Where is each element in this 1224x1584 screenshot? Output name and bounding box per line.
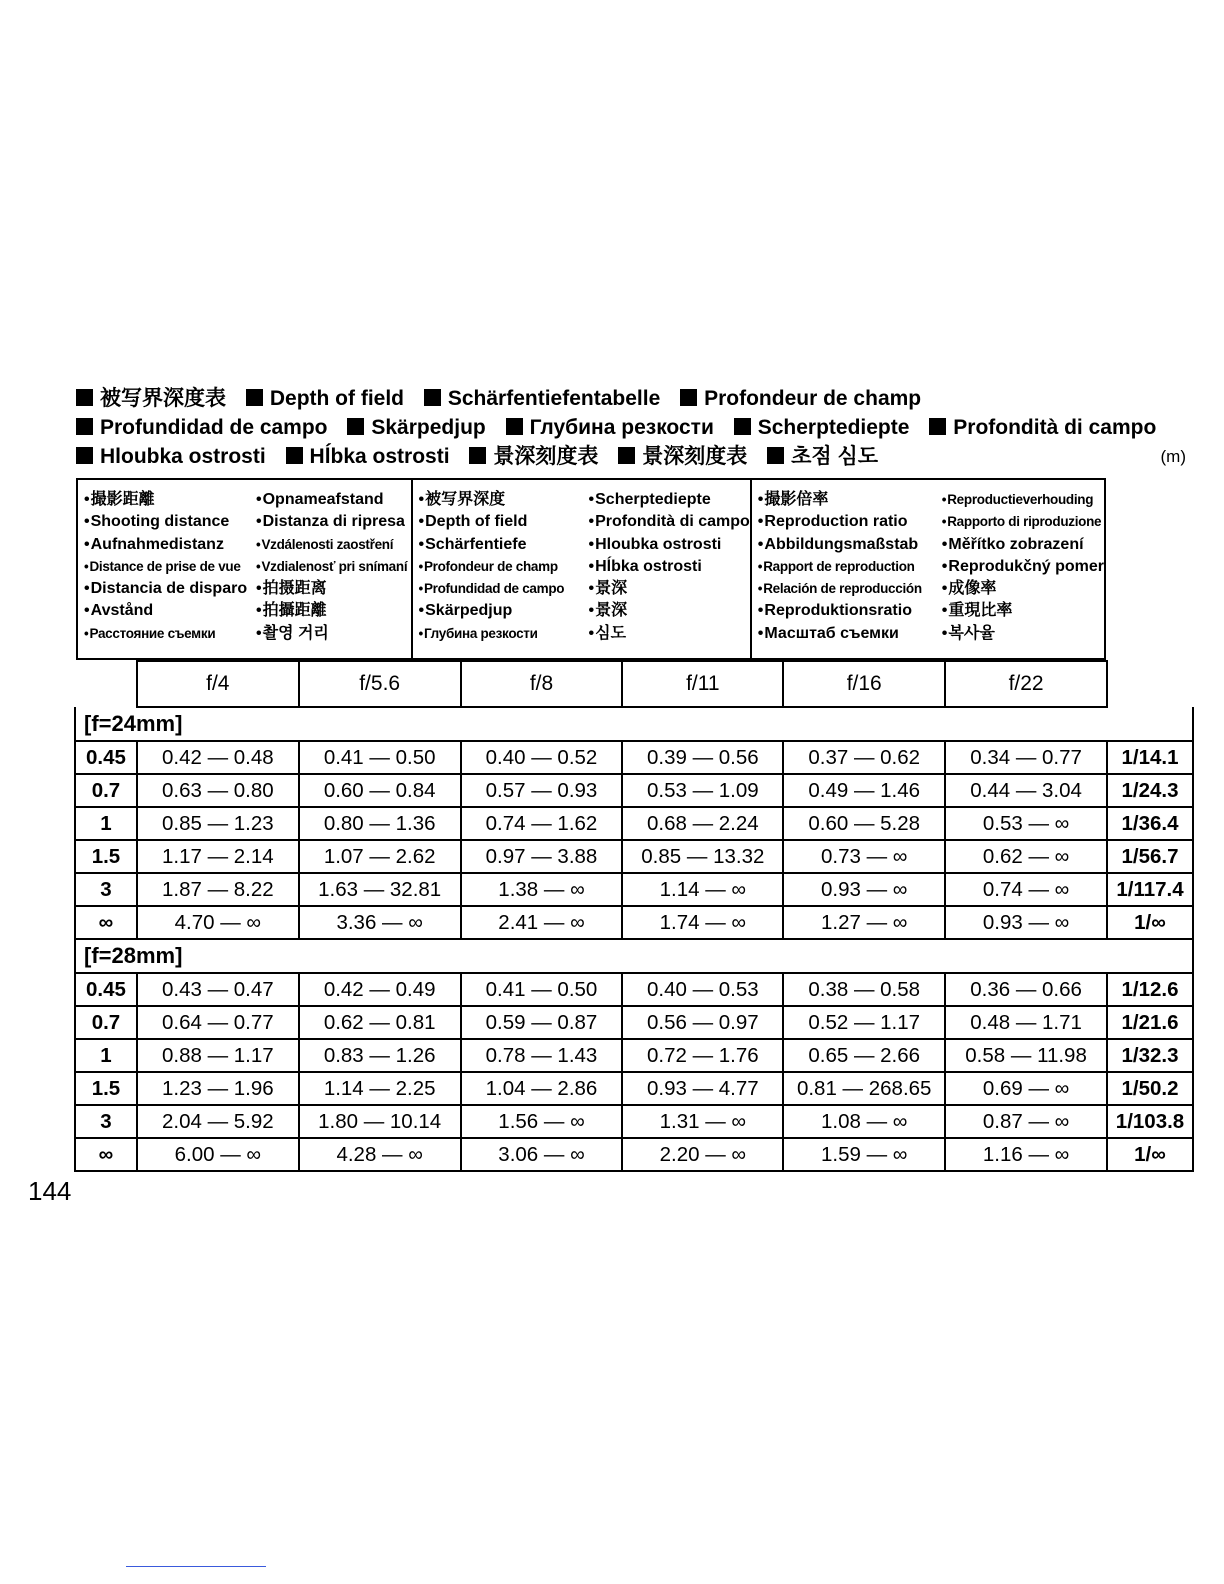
depth-cell: 0.37 — 0.62 [783,741,945,774]
depth-cell: 1.31 — ∞ [622,1105,783,1138]
square-bullet-icon [76,389,93,406]
legend-term: • Rapporto di riproduzione [942,511,1104,533]
depth-cell: 1.14 — ∞ [622,873,783,906]
table-row [75,1039,1193,1072]
depth-cell: 1.23 — 1.96 [137,1072,299,1105]
legend-term: • Reproduction ratio [758,511,942,533]
title-item: Depth of field [246,384,404,413]
legend-term: • Vzdálenosti zaostření [256,534,411,556]
legend-row [419,623,750,645]
ratio-cell: 1/103.8 [1107,1105,1193,1138]
depth-cell: 1.87 — 8.22 [137,873,299,906]
legend-row [84,623,411,645]
distance-cell: 0.45 [75,741,137,774]
depth-cell: 1.04 — 2.86 [461,1072,623,1105]
header-corner [75,661,137,707]
depth-cell: 0.63 — 0.80 [137,774,299,807]
depth-cell: 0.41 — 0.50 [461,973,623,1006]
legend-term: • Měřítko zobrazení [942,534,1104,556]
square-bullet-icon [506,418,523,435]
depth-cell: 2.41 — ∞ [461,906,623,939]
legend-row [758,578,1104,600]
table-header-row [75,661,1193,707]
depth-cell: 0.60 — 5.28 [783,807,945,840]
distance-cell: 1 [75,807,137,840]
depth-cell: 0.93 — ∞ [783,873,945,906]
aperture-header: f/4 [137,661,299,707]
legend-term: • Hĺbka ostrosti [589,556,750,578]
depth-cell: 1.17 — 2.14 [137,840,299,873]
table-row [75,774,1193,807]
depth-cell: 0.65 — 2.66 [783,1039,945,1072]
depth-cell: 1.80 — 10.14 [299,1105,461,1138]
legend-term: • Reproduktionsratio [758,600,942,622]
depth-cell: 0.53 — ∞ [945,807,1107,840]
title-item: Hloubka ostrosti [76,442,266,471]
legend-row [84,534,411,556]
depth-cell: 0.85 — 1.23 [137,807,299,840]
depth-cell: 1.08 — ∞ [783,1105,945,1138]
legend-term: • 拍攝距離 [256,600,411,622]
distance-cell: 1 [75,1039,137,1072]
legend-row [758,534,1104,556]
ratio-cell: 1/36.4 [1107,807,1193,840]
depth-cell: 0.87 — ∞ [945,1105,1107,1138]
section-label: [f=24mm] [75,707,1193,741]
title-line-3 [76,442,1186,471]
depth-cell: 0.53 — 1.09 [622,774,783,807]
depth-cell: 0.97 — 3.88 [461,840,623,873]
title-line-2 [76,413,1186,442]
depth-cell: 0.57 — 0.93 [461,774,623,807]
title-item: 景深刻度表 [618,442,747,471]
table-row [75,973,1193,1006]
depth-cell: 1.63 — 32.81 [299,873,461,906]
depth-cell: 0.73 — ∞ [783,840,945,873]
depth-cell: 0.80 — 1.36 [299,807,461,840]
legend-row [84,489,411,511]
distance-cell: 1.5 [75,1072,137,1105]
square-bullet-icon [246,389,263,406]
ratio-cell: 1/14.1 [1107,741,1193,774]
legend-box [76,478,1106,660]
section-row [75,939,1193,973]
legend-term: • 景深 [589,578,750,600]
distance-cell: 0.7 [75,774,137,807]
legend-term: • Avstånd [84,600,256,622]
legend-term: • Масштаб съемки [758,623,942,645]
depth-cell: 0.85 — 13.32 [622,840,783,873]
depth-cell: 4.28 — ∞ [299,1138,461,1171]
ratio-cell: 1/∞ [1107,906,1193,939]
depth-cell: 0.78 — 1.43 [461,1039,623,1072]
depth-cell: 1.56 — ∞ [461,1105,623,1138]
depth-cell: 2.20 — ∞ [622,1138,783,1171]
legend-term: • Scherptediepte [589,489,750,511]
depth-cell: 0.58 — 11.98 [945,1039,1107,1072]
square-bullet-icon [286,447,303,464]
title-item: Schärfentiefentabelle [424,384,660,413]
depth-cell: 0.38 — 0.58 [783,973,945,1006]
legend-term: • Reprodukčný pomer [942,556,1104,578]
ratio-cell: 1/24.3 [1107,774,1193,807]
table-row [75,840,1193,873]
distance-cell: 1.5 [75,840,137,873]
legend-term: • 重現比率 [942,600,1104,622]
legend-term: • Depth of field [419,511,589,533]
page-number: 144 [28,1176,72,1206]
legend-term: • Reproductieverhouding [942,489,1104,511]
square-bullet-icon [929,418,946,435]
square-bullet-icon [76,418,93,435]
distance-cell: 0.7 [75,1006,137,1039]
depth-cell: 0.93 — ∞ [945,906,1107,939]
depth-cell: 0.69 — ∞ [945,1072,1107,1105]
ratio-cell: 1/32.3 [1107,1039,1193,1072]
title-item: Profondeur de champ [680,384,921,413]
legend-row [84,511,411,533]
depth-cell: 0.44 — 3.04 [945,774,1107,807]
legend-term: • Relación de reproducción [758,578,942,600]
depth-cell: 0.36 — 0.66 [945,973,1107,1006]
square-bullet-icon [680,389,697,406]
legend-row [84,556,411,578]
depth-cell: 0.42 — 0.49 [299,973,461,1006]
ratio-cell: 1/21.6 [1107,1006,1193,1039]
aperture-header: f/5.6 [299,661,461,707]
distance-cell: 3 [75,1105,137,1138]
legend-term: • 복사율 [942,623,1104,645]
depth-cell: 1.16 — ∞ [945,1138,1107,1171]
title-item: Scherptediepte [734,413,910,442]
legend-row [419,556,750,578]
legend-term: • 成像率 [942,578,1104,600]
ratio-cell: 1/117.4 [1107,873,1193,906]
depth-of-field-table [74,660,1194,1172]
title-item: Hĺbka ostrosti [286,442,450,471]
depth-cell: 0.39 — 0.56 [622,741,783,774]
legend-term: • Глубина резкости [419,623,589,645]
title-item: 被写界深度表 [76,384,226,413]
depth-cell: 0.59 — 0.87 [461,1006,623,1039]
table-row [75,906,1193,939]
square-bullet-icon [76,447,93,464]
depth-cell: 6.00 — ∞ [137,1138,299,1171]
ratio-cell: 1/12.6 [1107,973,1193,1006]
heading-block [76,384,1186,471]
legend-row [419,489,750,511]
legend-row [758,489,1104,511]
depth-cell: 0.81 — 268.65 [783,1072,945,1105]
legend-term: • 撮影倍率 [758,489,942,511]
legend-term: • Skärpedjup [419,600,589,622]
depth-cell: 1.27 — ∞ [783,906,945,939]
legend-term: • Distance de prise de vue [84,556,256,578]
ratio-cell: 1/50.2 [1107,1072,1193,1105]
aperture-header: f/22 [945,661,1107,707]
legend-term: • 景深 [589,600,750,622]
depth-cell: 0.74 — 1.62 [461,807,623,840]
title-item: Skärpedjup [347,413,485,442]
depth-cell: 0.42 — 0.48 [137,741,299,774]
legend-term: • 撮影距離 [84,489,256,511]
header-corner [1107,661,1193,707]
section-row [75,707,1193,741]
distance-cell: ∞ [75,906,137,939]
title-line-1 [76,384,1186,413]
legend-term: • Schärfentiefe [419,534,589,556]
table-row [75,1105,1193,1138]
legend-row [84,578,411,600]
depth-cell: 0.88 — 1.17 [137,1039,299,1072]
legend-column-depth [413,480,752,658]
depth-cell: 1.07 — 2.62 [299,840,461,873]
depth-cell: 0.62 — ∞ [945,840,1107,873]
depth-cell: 1.74 — ∞ [622,906,783,939]
depth-cell: 0.40 — 0.52 [461,741,623,774]
legend-term: • Distanza di ripresa [256,511,411,533]
title-item: 景深刻度表 [469,442,598,471]
depth-cell: 0.74 — ∞ [945,873,1107,906]
depth-cell: 3.36 — ∞ [299,906,461,939]
legend-row [419,534,750,556]
aperture-header: f/11 [622,661,783,707]
legend-row [758,600,1104,622]
depth-cell: 0.52 — 1.17 [783,1006,945,1039]
square-bullet-icon [734,418,751,435]
distance-cell: 3 [75,873,137,906]
depth-cell: 0.64 — 0.77 [137,1006,299,1039]
unit-label: (m) [1160,447,1186,466]
legend-row [419,511,750,533]
depth-cell: 0.62 — 0.81 [299,1006,461,1039]
legend-term: • 심도 [589,623,750,645]
legend-row [758,556,1104,578]
depth-cell: 0.83 — 1.26 [299,1039,461,1072]
aperture-header: f/16 [783,661,945,707]
legend-term: • Aufnahmedistanz [84,534,256,556]
legend-term: • Shooting distance [84,511,256,533]
legend-term: • Profondeur de champ [419,556,589,578]
depth-cell: 0.93 — 4.77 [622,1072,783,1105]
title-item: Profundidad de campo [76,413,328,442]
title-item: 초점 심도 [767,442,878,471]
depth-cell: 4.70 — ∞ [137,906,299,939]
square-bullet-icon [424,389,441,406]
aperture-header: f/8 [461,661,623,707]
depth-cell: 0.43 — 0.47 [137,973,299,1006]
depth-cell: 0.60 — 0.84 [299,774,461,807]
legend-term: • Opnameafstand [256,489,411,511]
legend-term: • Distancia de disparo [84,578,256,600]
title-item: Profondità di campo [929,413,1156,442]
legend-term: • 拍摄距离 [256,578,411,600]
legend-row [419,578,750,600]
legend-column-distance [78,480,413,658]
legend-term: • Rapport de reproduction [758,556,942,578]
depth-cell: 2.04 — 5.92 [137,1105,299,1138]
square-bullet-icon [469,447,486,464]
legend-row [419,600,750,622]
legend-term: • Hloubka ostrosti [589,534,750,556]
divider [126,1566,266,1567]
table-row [75,1138,1193,1171]
square-bullet-icon [347,418,364,435]
legend-row [84,600,411,622]
legend-row [758,511,1104,533]
legend-term: • Profundidad de campo [419,578,589,600]
square-bullet-icon [618,447,635,464]
distance-cell: ∞ [75,1138,137,1171]
legend-term: • Abbildungsmaßstab [758,534,942,556]
depth-cell: 0.56 — 0.97 [622,1006,783,1039]
depth-cell: 0.68 — 2.24 [622,807,783,840]
legend-row [758,623,1104,645]
depth-cell: 0.40 — 0.53 [622,973,783,1006]
depth-cell: 1.14 — 2.25 [299,1072,461,1105]
ratio-cell: 1/56.7 [1107,840,1193,873]
depth-cell: 1.59 — ∞ [783,1138,945,1171]
table-row [75,807,1193,840]
section-label: [f=28mm] [75,939,1193,973]
title-item: Глубина резкости [506,413,714,442]
legend-term: • Profondità di campo [589,511,750,533]
legend-term: • 被写界深度 [419,489,589,511]
depth-cell: 0.48 — 1.71 [945,1006,1107,1039]
legend-term: • Расстояние съемки [84,623,256,645]
depth-cell: 0.72 — 1.76 [622,1039,783,1072]
square-bullet-icon [767,447,784,464]
table [74,660,1194,1172]
depth-cell: 0.34 — 0.77 [945,741,1107,774]
depth-cell: 3.06 — ∞ [461,1138,623,1171]
table-row [75,1072,1193,1105]
table-row [75,741,1193,774]
legend-term: • Vzdialenosť pri snímaní [256,556,411,578]
table-row [75,873,1193,906]
table-row [75,1006,1193,1039]
depth-cell: 0.41 — 0.50 [299,741,461,774]
depth-cell: 0.49 — 1.46 [783,774,945,807]
depth-cell: 1.38 — ∞ [461,873,623,906]
ratio-cell: 1/∞ [1107,1138,1193,1171]
legend-column-ratio [752,480,1104,658]
distance-cell: 0.45 [75,973,137,1006]
legend-term: • 촬영 거리 [256,623,411,645]
